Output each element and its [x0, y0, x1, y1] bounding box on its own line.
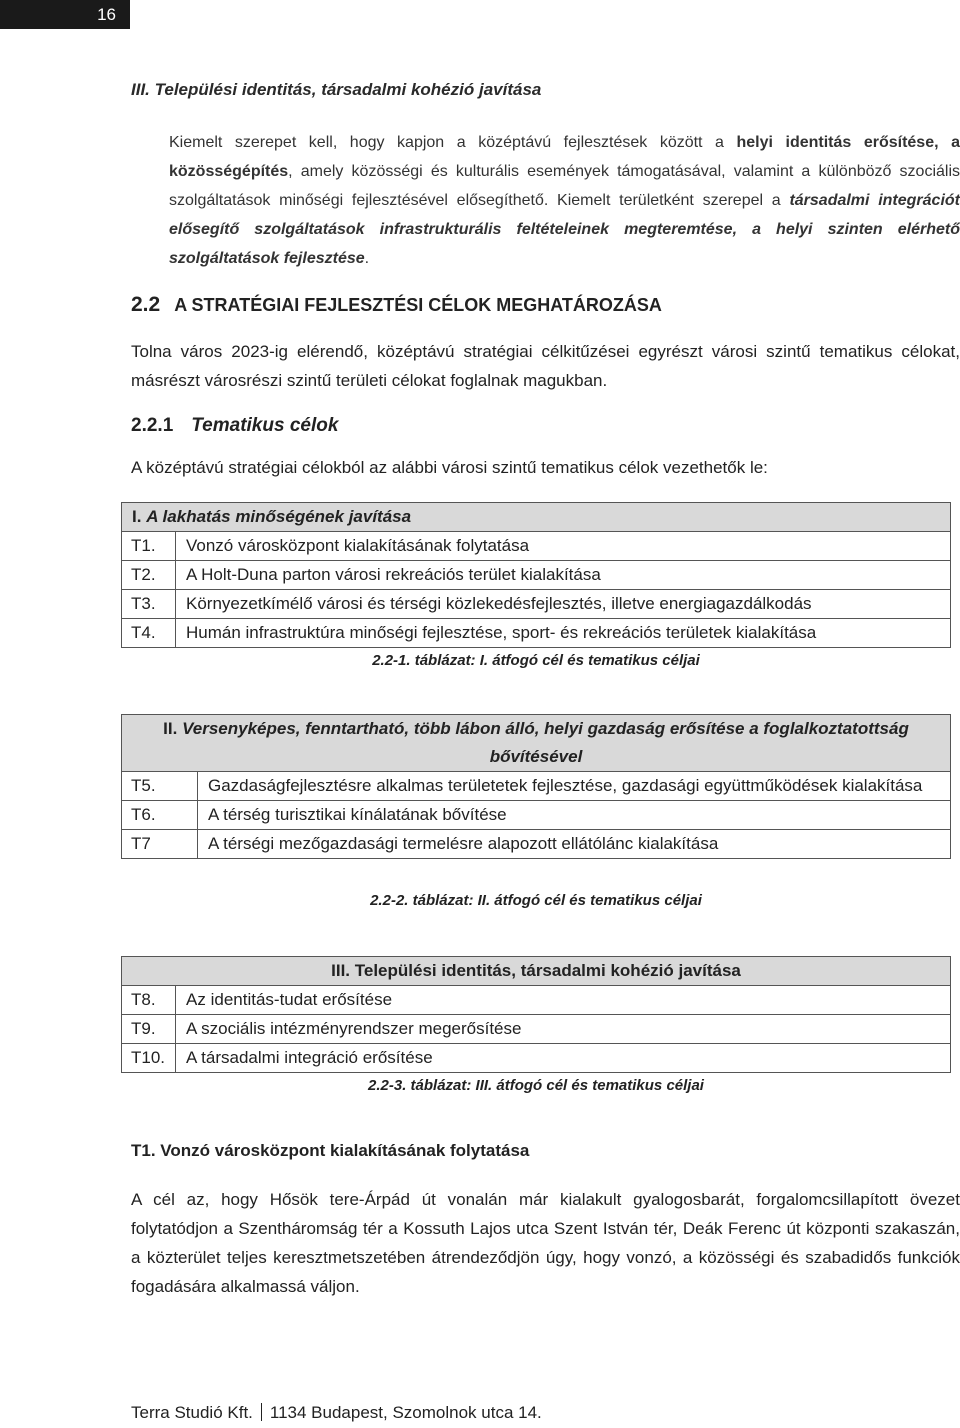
goals-table-2 — [121, 714, 951, 859]
table-header-cell: III. Települési identitás, társadalmi kohézió javítása — [122, 957, 951, 986]
row-code: T9. — [122, 1015, 176, 1044]
footer-company: Terra Studió Kft. — [131, 1403, 253, 1422]
table-1-caption: 2.2-1. táblázat: I. átfogó cél és tematikus céljai — [372, 652, 700, 669]
row-code: T5. — [122, 772, 198, 801]
t1-heading: T1. Vonzó városközpont kialakításának folytatása — [131, 1141, 530, 1160]
intro-text-c: , amely közösségi és kulturális események támogatásával, valamint a különböző szociális szolgáltatások minőségi fejlesztésével elősegíthető. Kiemelt területként szerepel a — [169, 163, 960, 209]
section-heading-2-2 — [131, 293, 662, 317]
row-text: A szociális intézményrendszer megerősítése — [176, 1015, 951, 1044]
table-row — [122, 619, 951, 648]
row-text: A térség turisztikai kínálatának bővítése — [198, 801, 951, 830]
row-text: Gazdaságfejlesztésre alkalmas területetek fejlesztése, gazdasági együttműködések kialakítása — [198, 772, 951, 801]
table-2-caption: 2.2-2. táblázat: II. átfogó cél és tematikus céljai — [370, 892, 702, 909]
row-code: T1. — [122, 532, 176, 561]
row-text: A térségi mezőgazdasági termelésre alapozott ellátólánc kialakítása — [198, 830, 951, 859]
table-header-row — [122, 503, 951, 532]
subsection-heading-text: Tematikus célok — [191, 415, 339, 436]
table-row — [122, 561, 951, 590]
footer-address: 1134 Budapest, Szomolnok utca 14. — [269, 1403, 542, 1422]
t1-paragraph: A cél az, hogy Hősök tere-Árpád út vonalán már kialakult gyalogosbarát, forgalomcsillapított övezet folytatódjon a Szentháromság tér a Kossuth Lajos utca Szent István tér, Deák Ferenc út központi szakaszán, a közterület teljes keresztmetszetében átrendeződjön úgy, hogy vonzó, a közösségi és szabadidős funkciók fogadására alkalmassá váljon. — [131, 1190, 960, 1296]
intro-bold-1: helyi identitás erősítése, a közösségépítés — [169, 134, 960, 180]
section-number: 2.2 — [131, 293, 161, 316]
intro-text-d: . — [364, 250, 370, 267]
row-code: T3. — [122, 590, 176, 619]
table-row — [122, 772, 951, 801]
row-text: Környezetkímélő városi és térségi közlekedésfejlesztés, illetve energiagazdálkodás — [176, 590, 951, 619]
section-title-iii: III. Települési identitás, társadalmi kohézió javítása — [131, 80, 542, 99]
row-text: Az identitás-tudat erősítése — [176, 986, 951, 1015]
row-code: T6. — [122, 801, 198, 830]
goals-table-3 — [121, 956, 951, 1073]
table-row — [122, 532, 951, 561]
row-text: Vonzó városközpont kialakításának folytatása — [176, 532, 951, 561]
row-code: T4. — [122, 619, 176, 648]
page-footer — [131, 1403, 542, 1423]
table-row — [122, 590, 951, 619]
row-text: A társadalmi integráció erősítése — [176, 1044, 951, 1073]
table-header-row — [122, 957, 951, 986]
row-text: Humán infrastruktúra minőségi fejlesztése, sport- és rekreációs területek kialakítása — [176, 619, 951, 648]
section-2-2-1-paragraph: A középtávú stratégiai célokból az alábbi városi szintű tematikus célok vezethetők le: — [131, 458, 768, 477]
table-row — [122, 830, 951, 859]
row-text: A Holt-Duna parton városi rekreációs terület kialakítása — [176, 561, 951, 590]
table-header-cell: I. A lakhatás minőségének javítása — [122, 503, 951, 532]
page-number: 16 — [0, 0, 130, 29]
footer-separator — [261, 1403, 262, 1421]
intro-text-a: Kiemelt szerepet kell, hogy kapjon a középtávú fejlesztések között a — [169, 134, 737, 151]
row-code: T2. — [122, 561, 176, 590]
table-row — [122, 801, 951, 830]
row-code: T7 — [122, 830, 198, 859]
intro-bold-italic-2: társadalmi integrációt elősegítő szolgáltatások infrastrukturális feltételeinek megteremtése, a helyi szinten elérhető szolgáltatások fejlesztése — [169, 192, 960, 267]
table-row — [122, 1044, 951, 1073]
table-row — [122, 986, 951, 1015]
table-3-caption: 2.2-3. táblázat: III. átfogó cél és tematikus céljai — [368, 1077, 704, 1094]
section-heading-text: A STRATÉGIAI FEJLESZTÉSI CÉLOK MEGHATÁROZÁSA — [174, 295, 662, 315]
row-code: T8. — [122, 986, 176, 1015]
section-2-2-paragraph: Tolna város 2023-ig elérendő, középtávú stratégiai célkitűzései egyrészt városi szintű tematikus célokat, másrészt városrészi szintű területi célokat foglalnak magukban. — [131, 342, 960, 390]
row-code: T10. — [122, 1044, 176, 1073]
table-header-row — [122, 715, 951, 772]
table-row — [122, 1015, 951, 1044]
section-heading-2-2-1 — [131, 415, 338, 437]
table-header-cell: II. Versenyképes, fenntartható, több lábon álló, helyi gazdaság erősítése a foglalkoztatottság bővítésével — [122, 715, 951, 772]
subsection-number: 2.2.1 — [131, 415, 174, 436]
goals-table-1 — [121, 502, 951, 648]
intro-paragraph — [169, 128, 960, 273]
